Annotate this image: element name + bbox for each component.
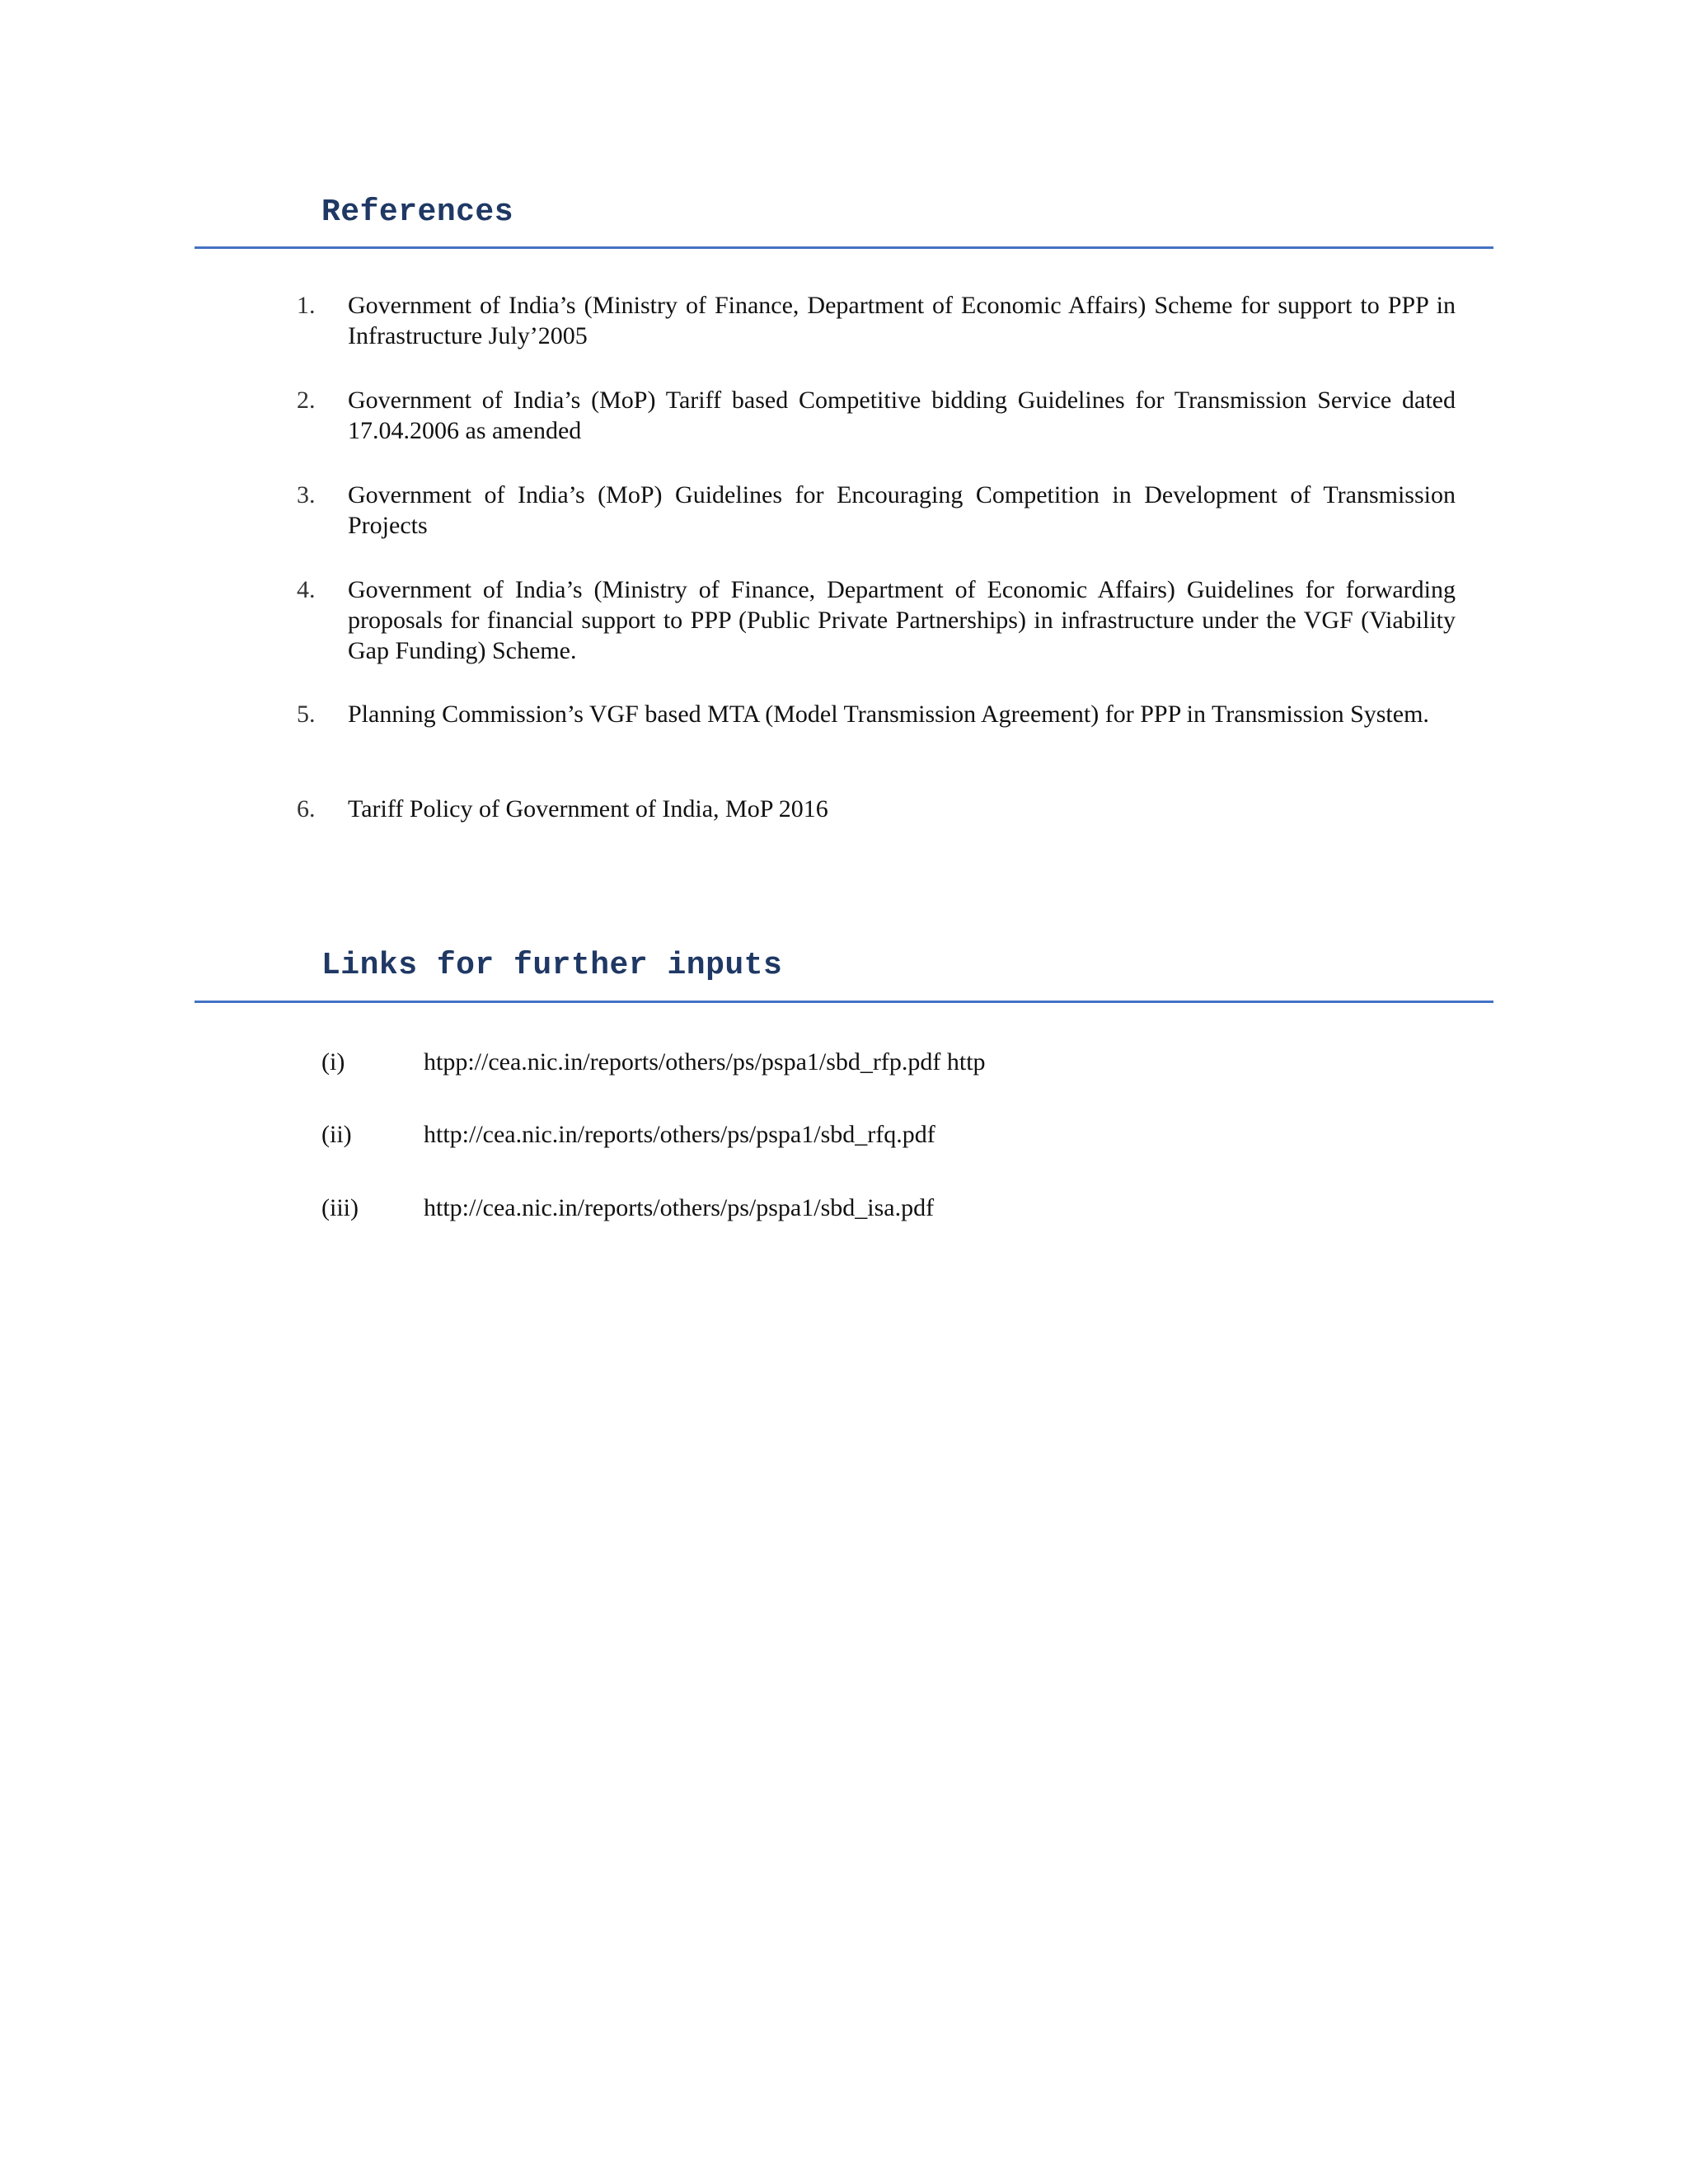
links-divider bbox=[195, 1001, 1493, 1003]
link-url[interactable]: http://cea.nic.in/reports/others/ps/pspa1/sbd_rfq.pdf bbox=[424, 1121, 935, 1148]
reference-number: 3. bbox=[297, 481, 316, 509]
reference-number: 4. bbox=[297, 576, 316, 603]
links-heading: Links for further inputs bbox=[321, 948, 783, 983]
link-number: (i) bbox=[321, 1048, 345, 1076]
reference-text: Planning Commission’s VGF based MTA (Model Transmission Agreement) for PPP in Transmission System. bbox=[348, 701, 1429, 728]
link-number: (ii) bbox=[321, 1121, 352, 1148]
reference-text: Government of India’s (MoP) Guidelines for Encouraging Competition in Development of Transmission Projects bbox=[348, 481, 1456, 539]
reference-text: Tariff Policy of Government of India, MoP 2016 bbox=[348, 795, 828, 823]
link-number: (iii) bbox=[321, 1194, 359, 1221]
reference-number: 1. bbox=[297, 292, 316, 319]
references-divider bbox=[195, 246, 1493, 249]
link-url[interactable]: htpp://cea.nic.in/reports/others/ps/pspa1/sbd_rfp.pdf http bbox=[424, 1048, 986, 1076]
reference-text: Government of India’s (Ministry of Finance, Department of Economic Affairs) Scheme for support to PPP in Infrastructure July’2005 bbox=[348, 292, 1456, 349]
reference-number: 2. bbox=[297, 387, 316, 414]
link-url[interactable]: http://cea.nic.in/reports/others/ps/pspa1/sbd_isa.pdf bbox=[424, 1194, 935, 1221]
references-heading: References bbox=[321, 194, 514, 230]
reference-text: Government of India’s (MoP) Tariff based Competitive bidding Guidelines for Transmission Service dated 17.04.2006 as amended bbox=[348, 387, 1456, 444]
reference-number: 5. bbox=[297, 701, 316, 728]
reference-number: 6. bbox=[297, 795, 316, 823]
reference-text: Government of India’s (Ministry of Finance, Department of Economic Affairs) Guidelines for forwarding proposals for financial support to PPP (Public Private Partnerships) in infrastructure under the VGF (Viability Gap Funding) Scheme. bbox=[348, 576, 1456, 664]
